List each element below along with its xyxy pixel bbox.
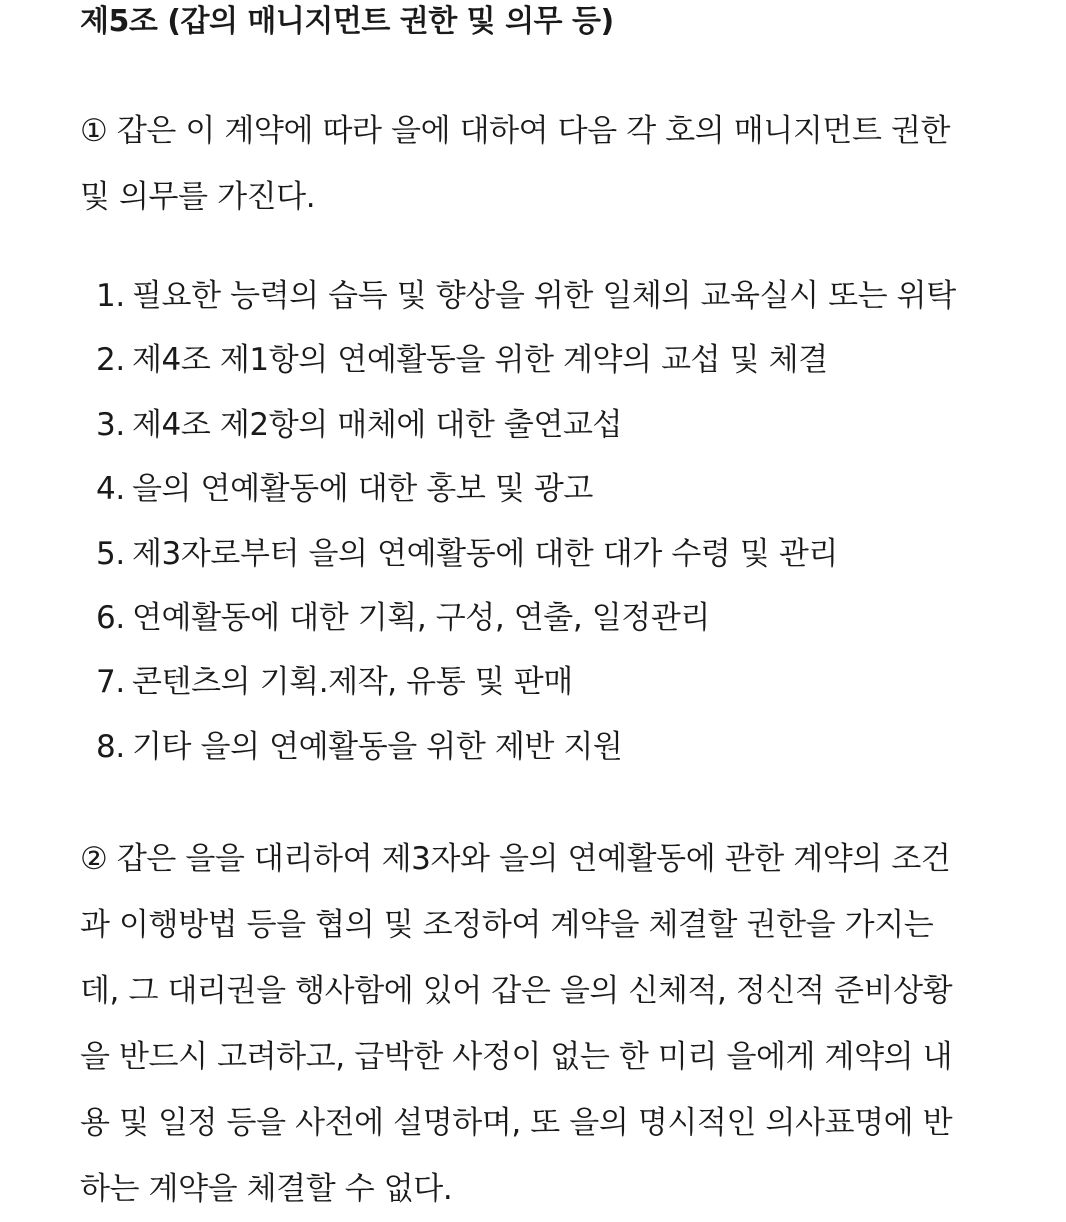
list-item-text: 콘텐츠의 기획.제작, 유통 및 판매 <box>132 664 573 701</box>
plain-text: 데, <box>80 973 129 1009</box>
list-item <box>96 457 996 521</box>
list-item-number: 2. <box>96 342 125 379</box>
plain-text: , 급박한 사정이 없는 한 미리 을에게 계약의 내 <box>335 1039 953 1075</box>
list-item-text: 연예활동에 대한 기획, 구성, 연출, 일정관리 <box>132 599 710 636</box>
list-item-number: 6. <box>96 599 125 636</box>
list-item-text: 제4조 제1항의 연예활동을 위한 계약의 교섭 및 체결 <box>132 342 828 379</box>
list-item-number: 3. <box>96 406 125 443</box>
list-item <box>96 586 996 650</box>
list-item <box>96 328 996 392</box>
duties-list <box>96 264 996 779</box>
list-item-number: 5. <box>96 535 125 572</box>
paragraph-2-line <box>80 1024 986 1090</box>
paragraph-2-line <box>80 958 986 1024</box>
list-item <box>96 393 996 457</box>
list-item-number: 1. <box>96 278 125 314</box>
highlighted-text: 필요한 능력의 습득 및 향상을 위한 일체의 교육실시 또는 위탁 <box>132 264 956 328</box>
list-item-text: 을의 연예활동에 대한 홍보 및 광고 <box>132 471 593 508</box>
paragraph-2-line: 과 이행방법 등을 협의 및 조정하여 계약을 체결할 권한을 가지는 <box>80 907 934 943</box>
paragraph-2-line: 하는 계약을 체결할 수 없다. <box>80 1171 453 1207</box>
list-item-number: 4. <box>96 471 125 508</box>
highlighted-text: 그 대리권을 행사함에 있어 갑은 을의 신체적, 정신적 준비상황 <box>128 958 952 1024</box>
highlighted-text: 을 반드시 고려하고 <box>80 1024 335 1090</box>
list-item <box>96 650 996 714</box>
list-item-text: 제3자로부터 을의 연예활동에 대한 대가 수령 및 관리 <box>132 535 838 572</box>
paragraph-1-line: ① 갑은 이 계약에 따라 을에 대하여 다음 각 호의 매니지먼트 권한 <box>80 113 951 149</box>
list-item <box>96 264 996 328</box>
list-item-number: 8. <box>96 728 125 765</box>
list-item <box>96 522 996 586</box>
article-title: 제5조 (갑의 매니지먼트 권한 및 의무 등) <box>80 4 614 39</box>
paragraph-2 <box>80 826 986 1222</box>
paragraph-1 <box>80 98 986 230</box>
list-item <box>96 715 996 779</box>
list-item-text: 제4조 제2항의 매체에 대한 출연교섭 <box>132 406 623 443</box>
list-item-number: 7. <box>96 664 125 701</box>
list-item-text: 기타 을의 연예활동을 위한 제반 지원 <box>132 728 623 765</box>
paragraph-1-line: 및 의무를 가진다. <box>80 179 316 215</box>
paragraph-2-line: 용 및 일정 등을 사전에 설명하며, 또 을의 명시적인 의사표명에 반 <box>80 1105 953 1141</box>
paragraph-2-line: ② 갑은 을을 대리하여 제3자와 을의 연예활동에 관한 계약의 조건 <box>80 841 951 877</box>
